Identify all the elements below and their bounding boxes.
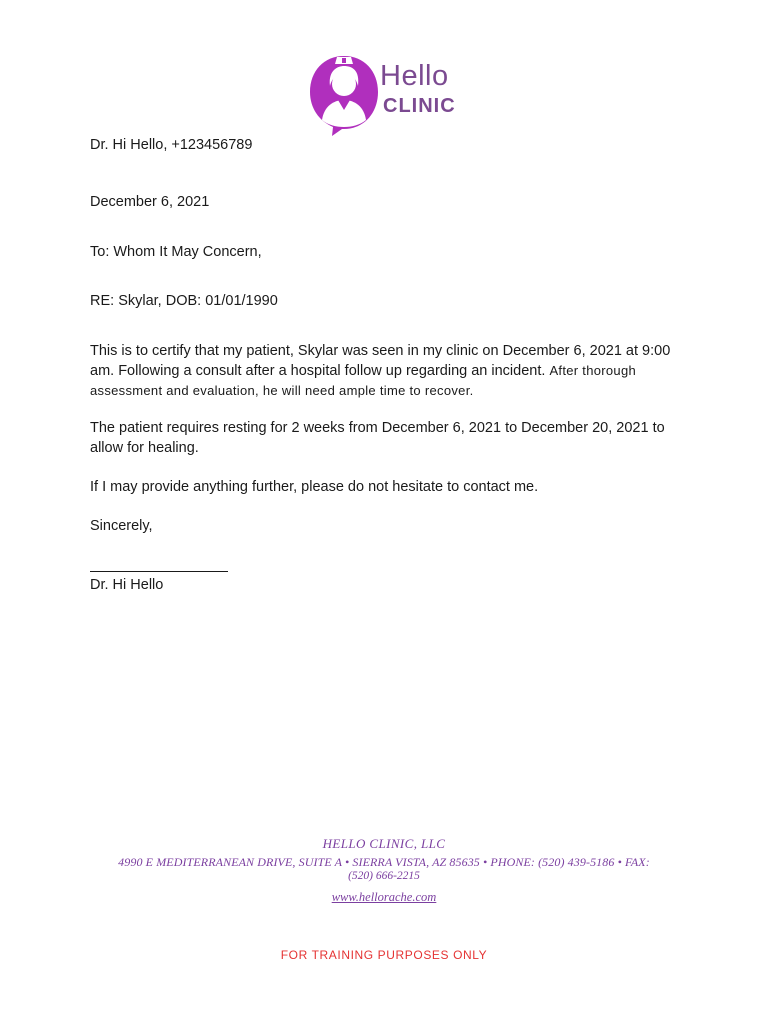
training-notice: FOR TRAINING PURPOSES ONLY xyxy=(280,948,488,962)
footer-address: 4990 E MEDITERRANEAN DRIVE, SUITE A • SIERRA VISTA, AZ 85635 • PHONE: (520) 439-5186 • FAX: xyxy=(118,855,650,869)
salutation: To: Whom It May Concern, xyxy=(90,244,262,260)
footer-company: HELLO CLINIC, LLC xyxy=(322,836,446,851)
body-paragraph-2: The patient requires resting for 2 weeks from December 6, 2021 to December 20, 2021 to allow for healing. xyxy=(90,420,665,456)
body-paragraph-3: If I may provide anything further, please do not hesitate to contact me. xyxy=(90,479,539,495)
letter-date: December 6, 2021 xyxy=(90,194,210,210)
clinic-logo xyxy=(308,48,468,138)
doctor-contact-line: Dr. Hi Hello, +123456789 xyxy=(90,137,253,153)
nurse-avatar-icon xyxy=(308,48,380,138)
body-paragraph-1 xyxy=(90,341,680,401)
signature-name: Dr. Hi Hello xyxy=(90,577,164,593)
body-paragraph-1-small: After thorough assessment and evaluation, he will need ample time to recover. xyxy=(90,363,637,398)
logo-wordmark-clinic: CLINIC xyxy=(383,95,456,117)
closing: Sincerely, xyxy=(90,518,153,534)
body-paragraph-1-main: This is to certify that my patient, Skylar was seen in my clinic on December 6, 2021 at 9:00 am. Following a consult after a hospital follow up regarding an incident. xyxy=(90,343,671,379)
footer-website-link[interactable]: www.hellorache.com xyxy=(331,890,437,904)
signature-line xyxy=(90,560,228,572)
re-line: RE: Skylar, DOB: 01/01/1990 xyxy=(90,293,278,309)
logo-wordmark-hello: Hello xyxy=(380,60,449,92)
footer-fax: (520) 666-2215 xyxy=(348,870,420,882)
